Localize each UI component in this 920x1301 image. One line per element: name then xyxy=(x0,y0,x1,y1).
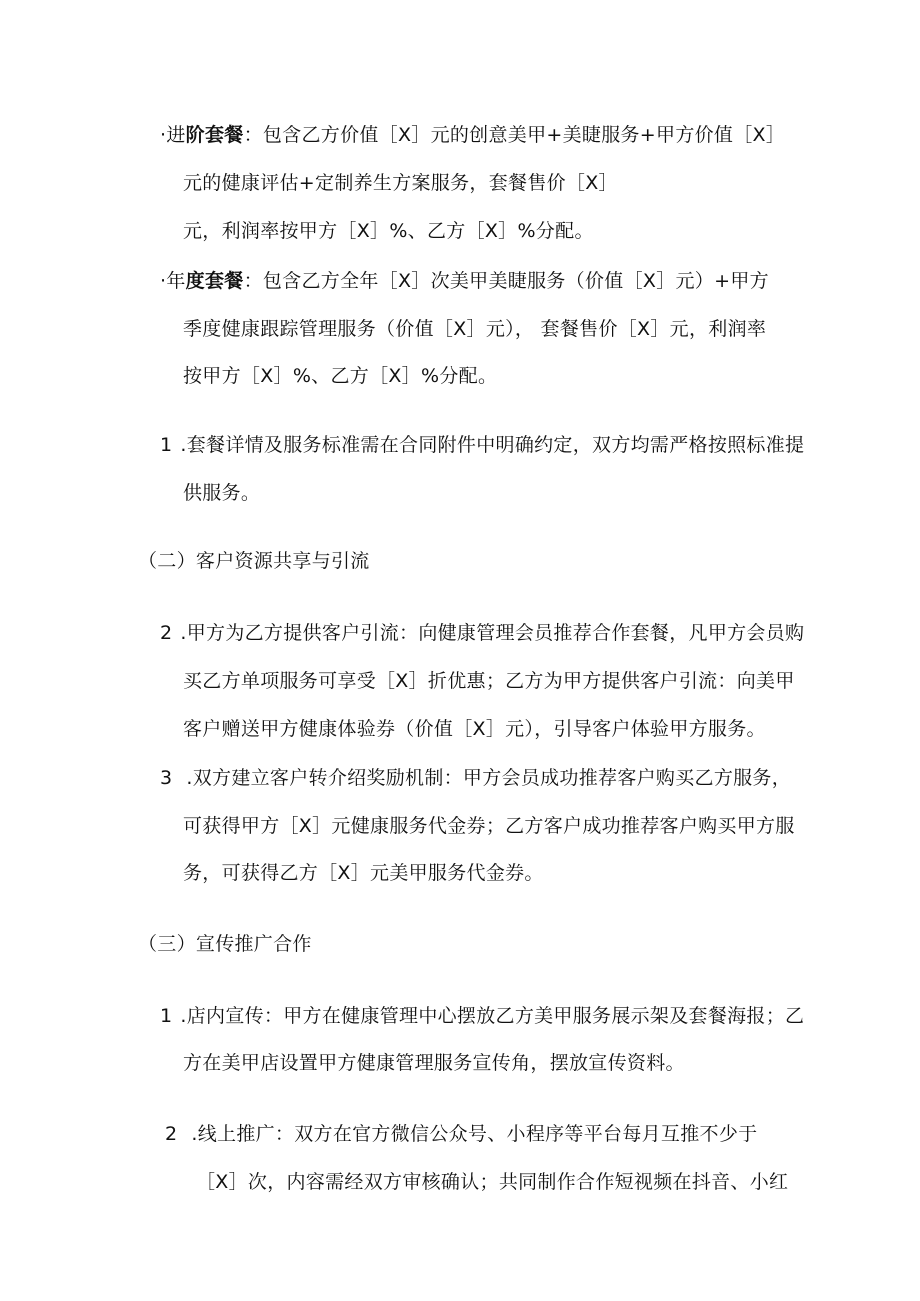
clause-3-line-2: 可获得甲方［X］元健康服务代金券；乙方客户成功推荐客户购买甲方服 xyxy=(183,815,795,837)
package-name-plain: 进 xyxy=(166,124,186,146)
package-description: ：包含乙方全年［X］次美甲美睫服务（价值［X］元）+甲方 xyxy=(243,270,769,292)
clause-1-line-2: 供服务。 xyxy=(183,482,261,504)
clause-1-line-1 xyxy=(160,432,804,458)
promo-clause-2-line-1 xyxy=(165,1121,757,1147)
clause-text: .线上推广：双方在官方微信公众号、小程序等平台每月互推不少于 xyxy=(191,1123,758,1145)
clause-number: 2 xyxy=(160,622,173,644)
clause-number: 3 xyxy=(160,767,173,789)
clause-number: 2 xyxy=(165,1123,178,1145)
clause-3-line-1 xyxy=(160,765,791,791)
section-2-heading: （二）客户资源共享与引流 xyxy=(138,550,370,572)
clause-text: .店内宣传：甲方在健康管理中心摆放乙方美甲服务展示架及套餐海报；乙 xyxy=(180,1005,805,1027)
section-3-heading: （三）宣传推广合作 xyxy=(138,933,312,955)
clause-text: .套餐详情及服务标准需在合同附件中明确约定，双方均需严格按照标准提 xyxy=(180,434,805,456)
annual-package-line-1 xyxy=(160,268,769,294)
annual-package-line-2: 季度健康跟踪管理服务（价值［X］元）， 套餐售价［X］元，利润率 xyxy=(183,318,767,340)
clause-number: 1 xyxy=(160,434,173,456)
package-name-plain: 年 xyxy=(166,270,186,292)
clause-2-line-1 xyxy=(160,620,804,646)
bullet: · xyxy=(160,124,167,146)
promo-clause-1-line-1 xyxy=(160,1003,804,1029)
clause-2-line-2: 买乙方单项服务可享受［X］折优惠；乙方为甲方提供客户引流：向美甲 xyxy=(183,670,795,692)
promo-clause-2-line-2: ［X］次，内容需经双方审核确认；共同制作合作短视频在抖音、小红 xyxy=(196,1171,789,1193)
annual-package-line-3: 按甲方［X］%、乙方［X］%分配。 xyxy=(183,365,498,387)
advanced-package-line-1 xyxy=(160,122,785,148)
package-description: ：包含乙方价值［X］元的创意美甲+美睫服务+甲方价值［X］ xyxy=(243,124,786,146)
clause-number: 1 xyxy=(160,1005,173,1027)
package-name-bold: 阶套餐 xyxy=(185,124,244,146)
package-name-bold: 度套餐 xyxy=(185,270,244,292)
clause-text: .甲方为乙方提供客户引流：向健康管理会员推荐合作套餐，凡甲方会员购 xyxy=(180,622,805,644)
advanced-package-line-3: 元，利润率按甲方［X］%、乙方［X］%分配。 xyxy=(183,220,594,242)
bullet: · xyxy=(160,270,167,292)
promo-clause-1-line-2: 方在美甲店设置甲方健康管理服务宣传角，摆放宣传资料。 xyxy=(183,1052,685,1074)
clause-2-line-3: 客户赠送甲方健康体验券（价值［X］元），引导客户体验甲方服务。 xyxy=(183,718,766,740)
clause-text: .双方建立客户转介绍奖励机制：甲方会员成功推荐客户购买乙方服务， xyxy=(186,767,792,789)
clause-3-line-3: 务，可获得乙方［X］元美甲服务代金券。 xyxy=(183,862,544,884)
advanced-package-line-2: 元的健康评估+定制养生方案服务，套餐售价［X］ xyxy=(183,172,618,194)
